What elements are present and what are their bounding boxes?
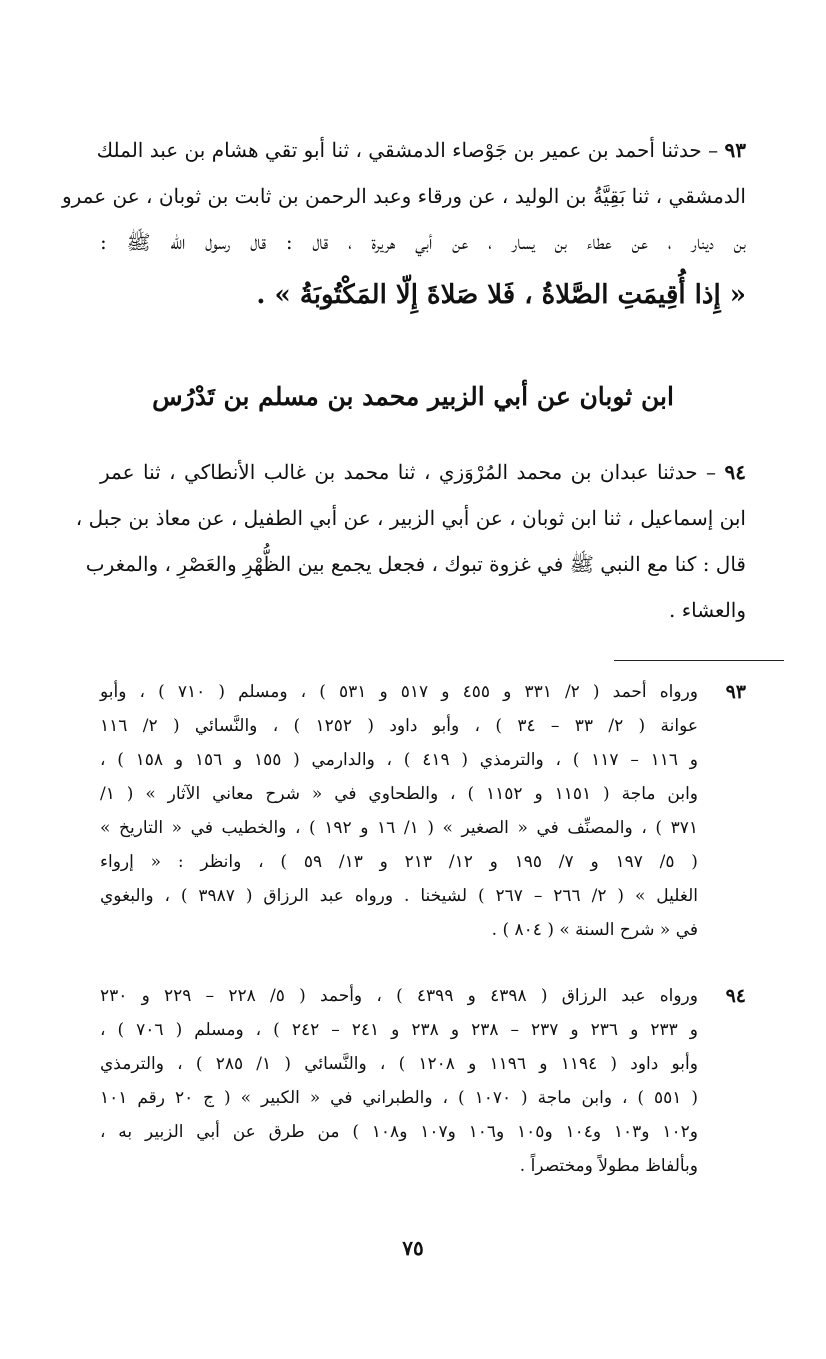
hadith-line: ابن إسماعيل ، ثنا ابن ثوبان ، عن أبي الزبير ، عن أبي الطفيل ، عن معاذ بن جبل ، — [75, 506, 746, 530]
hadith-number: ٩٣ — [724, 138, 746, 162]
hadith-text: – حدثنا أحمد بن عمير بن جَوْصاء الدمشقي ، ثنا أبو تقي هشام بن عبد الملك — [96, 138, 719, 162]
footnote-line: وابن ماجة ( ١١٥١ و ١١٥٢ ) ، والطحاوي في « شرح معاني الآثار » ( ١/ — [100, 784, 699, 804]
footnote-line: وبألفاظ مطولاً ومختصراً . — [519, 1156, 698, 1176]
hadith-line: قال : كنا مع النبي ﷺ في غزوة تبوك ، فجعل يجمع بين الظُّهْرِ والعَصْرِ ، والمغرب — [85, 552, 746, 576]
hadith-line: الدمشقي ، ثنا بَقِيَّةُ بن الوليد ، عن ورقاء وعبد الرحمن بن ثابت بن ثوبان ، عن عمرو — [61, 184, 746, 208]
footnote-separator — [614, 660, 784, 661]
section-heading: ابن ثوبان عن أبي الزبير محمد بن مسلم بن تَدْرُس — [152, 382, 674, 411]
footnote-line: الغليل » ( ٢/ ٢٦٦ – ٢٦٧ ) لشيخنا . ورواه عبد الرزاق ( ٣٩٨٧ ) ، والبغوي — [100, 886, 698, 906]
footnote-line: و ٢٣٣ و ٢٣٦ و ٢٣٧ – ٢٣٨ و ٢٣٨ و ٢٤١ – ٢٤٢ ) ، ومسلم ( ٧٠٦ ) ، — [100, 1020, 698, 1040]
footnote-line: وأبو داود ( ١١٩٤ و ١١٩٦ و ١٢٠٨ ) ، والنَّسائي ( ١/ ٢٨٥ ) ، والترمذي — [100, 1054, 698, 1074]
footnote-line: ورواه أحمد ( ٢/ ٣٣١ و ٤٥٥ و ٥١٧ و ٥٣١ ) ، ومسلم ( ٧١٠ ) ، وأبو — [100, 682, 698, 702]
hadith-line — [96, 130, 746, 170]
footnote-number: ٩٤ — [725, 985, 746, 1007]
footnote-number: ٩٣ — [725, 681, 746, 703]
hadith-number: ٩٤ — [724, 460, 746, 484]
footnote-line: في « شرح السنة » ( ٨٠٤ ) . — [491, 920, 698, 940]
hadith-line: بن دينار ، عن عطاء بن يسار ، عن أبي هريرة ، قال : قال رسول الله ﷺ : — [100, 230, 746, 254]
page-number: ٧٥ — [402, 1236, 424, 1260]
footnote-line: ٣٧١ ) ، والمصنِّف في « الصغير » ( ١/ ١٦ و ١٩٢ ) ، والخطيب في « التاريخ » — [100, 818, 698, 838]
footnote-line: ورواه عبد الرزاق ( ٤٣٩٨ و ٤٣٩٩ ) ، وأحمد ( ٥/ ٢٢٨ – ٢٢٩ و ٢٣٠ — [100, 986, 698, 1006]
footnote-line: و١٠٢ و١٠٣ و١٠٤ و١٠٥ و١٠٦ و١٠٧ و١٠٨ ) من طرق عن أبي الزبير به ، — [100, 1122, 698, 1142]
footnote-line: و ١١٦ – ١١٧ ) ، والترمذي ( ٤١٩ ) ، والدارمي ( ١٥٥ و ١٥٦ و ١٥٨ ) ، — [100, 750, 698, 770]
hadith-line: والعشاء . — [668, 598, 746, 622]
hadith-line — [100, 452, 746, 492]
footnote-line: ( ٥/ ١٩٧ و ٧/ ١٩٥ و ١٢/ ٢١٣ و ١٣/ ٥٩ ) ، وانظر : « إرواء — [100, 852, 698, 872]
hadith-text: – حدثنا عبدان بن محمد المُرْوَزي ، ثنا محمد بن غالب الأنطاكي ، ثنا عمر — [100, 460, 717, 484]
prophetic-saying: « إِذا أُقِيمَتِ الصَّلاةُ ، فَلا صَلاةَ إِلّا المَكْتُوبَةُ » . — [256, 280, 746, 310]
footnote-line: ( ٥٥١ ) ، وابن ماجة ( ١٠٧٠ ) ، والطبراني في « الكبير » ( ج ٢٠ رقم ١٠١ — [100, 1088, 698, 1108]
footnote-line: عوانة ( ٢/ ٣٣ – ٣٤ ) ، وأبو داود ( ١٢٥٢ ) ، والنَّسائي ( ٢/ ١١٦ — [100, 716, 699, 736]
